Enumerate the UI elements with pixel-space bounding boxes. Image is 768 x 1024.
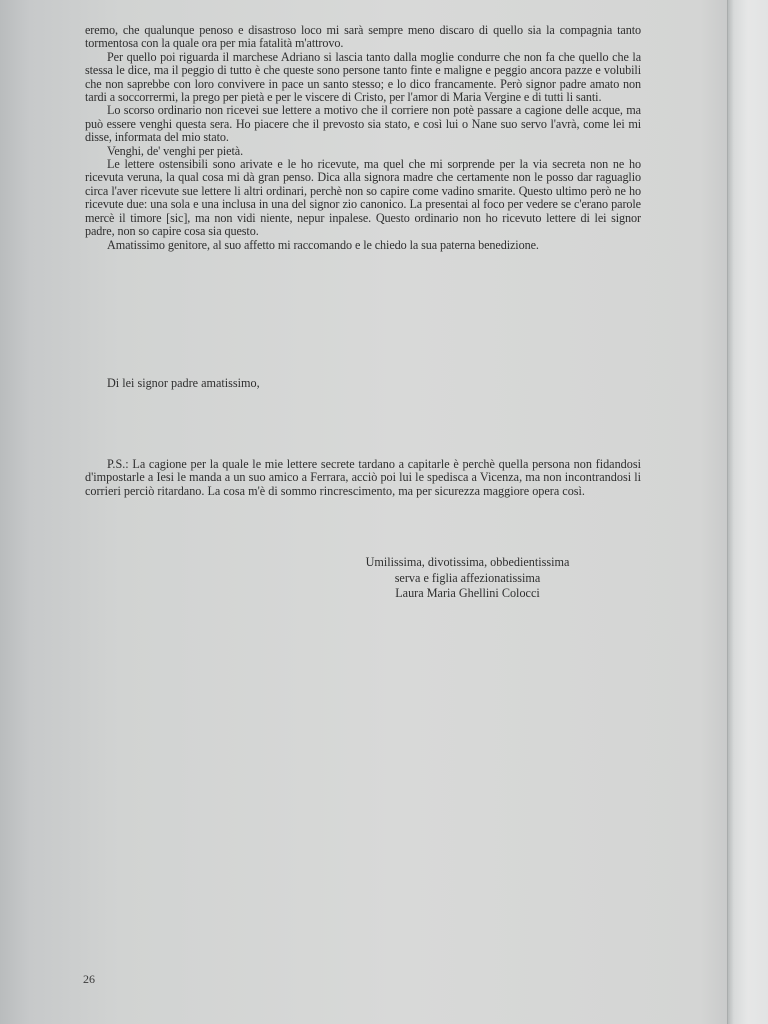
paragraph-6: Amatissimo genitore, al suo affetto mi raccomando e le chiedo la sua paterna benedizione.: [107, 237, 539, 252]
paragraph-2: Per quello poi riguarda il marchese Adriano si lascia tanto dalla moglie condurre che non fa che quello che la stessa le dice, ma il peggio di tutto è che queste sono persone tanto finte e maligne e peggio ancora pazze e volubili che non saprebbe con loro convivere in pace un santo stesso; e lo dico francamente. Però signor padre amato non tardi a soccorrermi, la prego per pietà e per le viscere di Cristo, per l'amor di Maria Vergine e di tutti li santi.: [85, 49, 641, 105]
paragraph-4: Venghi, de' venghi per pietà.: [107, 143, 244, 158]
signature-block: [340, 555, 595, 602]
paragraph-3: Lo scorso ordinario non ricevei sue lettere a motivo che il corriere non potè passare a cagione delle acque, ma può essere venghi questa sera. Ho piacere che il prevosto sia stato, e così lui o Nane suo servo l'avrà, come lei mi disse, informata del mio stato.: [85, 103, 641, 145]
postscript: P.S.: La cagione per la quale le mie lettere secrete tardano a capitarle è perchè quella persona non fidandosi d'impostarle a Iesi le manda a un suo amico a Ferrara, acciò poi lui le spedisca a Vicenza, ma non incontrandosi li corrieri perciò ritardano. La cosa m'è di sommo rincrescimento, ma per sicurezza maggiore opera così.: [85, 457, 641, 498]
signature-line-2: serva e figlia affezionatissima: [394, 570, 541, 585]
postscript-block: [85, 458, 641, 498]
page-number: 26: [83, 972, 95, 986]
paragraph-1: eremo, che qualunque penoso e disastroso loco mi sarà sempre meno discaro di quello sia la compagnia tanto tormentosa con la quale ora per mia fatalità m'attrovo.: [85, 23, 641, 51]
signature-line-1: Umilissima, divotissima, obbedientissima: [365, 555, 570, 569]
page-edge: [727, 0, 768, 1024]
salutation: Di lei signor padre amatissimo,: [107, 376, 260, 390]
signature-name: Laura Maria Ghellini Colocci: [395, 586, 540, 600]
letter-body: [85, 24, 641, 252]
paragraph-5: Le lettere ostensibili sono arivate e le ho ricevute, ma quel che mi sorprende per la via secreta non ne ho ricevuta veruna, la qual cosa mi dà gran penso. Dica alla signora madre che certamente non le posso dar raguaglio circa l'aver ricevute sue lettere li altri ordinari, perchè non so capire come vadino smarite. Questo ultimo però ne ho ricevute due: una sola e una inclusa in una del signor zio canonico. La presentai al foco per vedere se c'erano parole mercè il timore [sic], ma non vidi niente, nepur inpalese. Questo ordinario non ho ricevuto lettere di lei signor padre, non so capire cosa sia questo.: [85, 157, 641, 239]
